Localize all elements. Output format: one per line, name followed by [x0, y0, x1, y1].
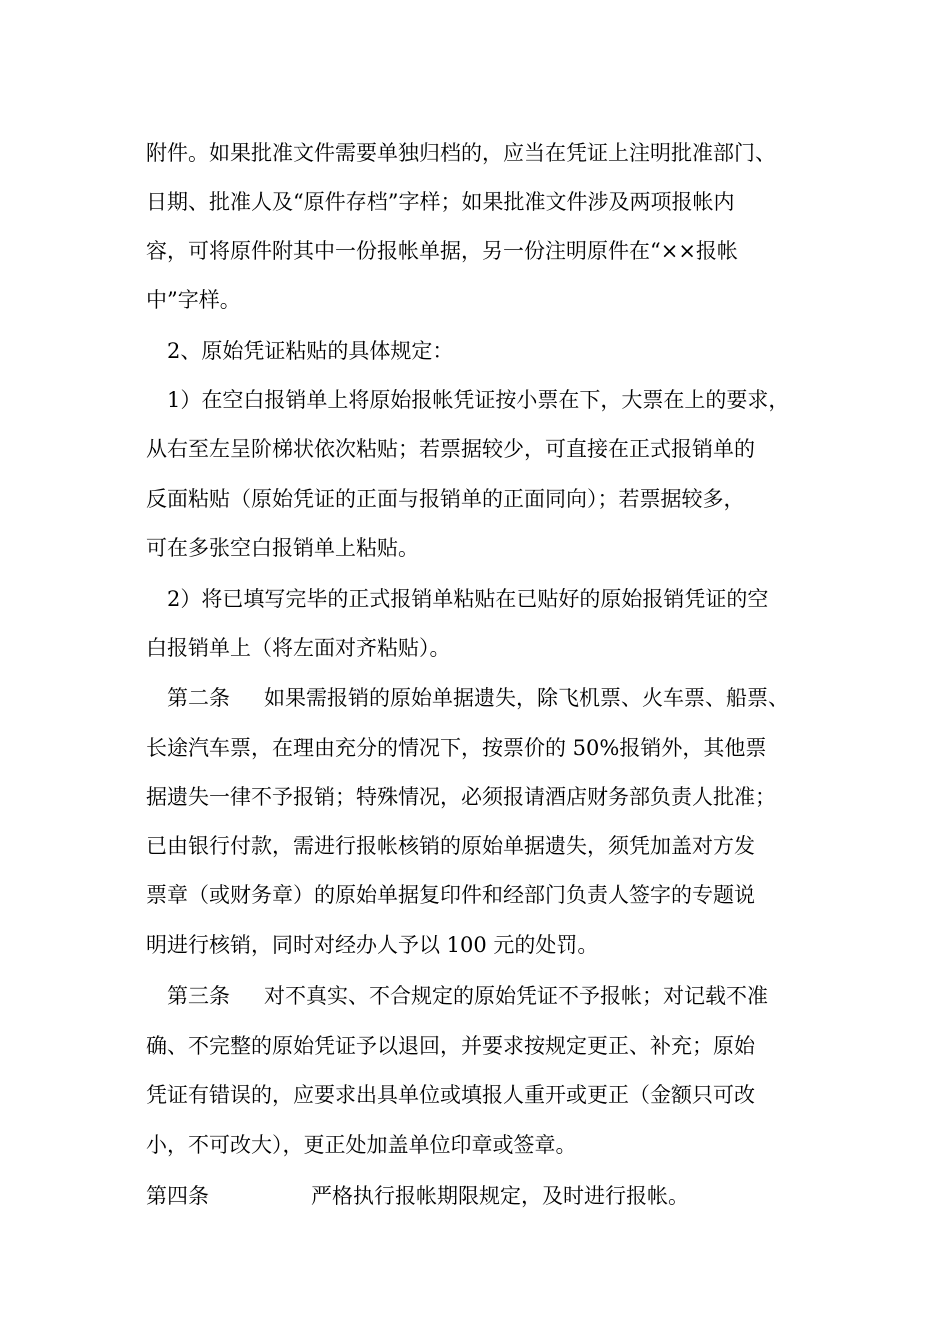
text-line: 已由银行付款，需进行报帐核销的原始单据遗失，须凭加盖对方发	[146, 834, 755, 858]
article-4-label: 第四条	[146, 1184, 209, 1208]
text-line: 长途汽车票，在理由充分的情况下，按票价的 50%报销外，其他票	[146, 736, 767, 760]
text-line: 2）将已填写完毕的正式报销单粘贴在已贴好的原始报销凭证的空	[167, 587, 769, 611]
text-line: 从右至左呈阶梯状依次粘贴；若票据较少，可直接在正式报销单的	[146, 437, 755, 461]
text-line: 小，不可改大），更正处加盖单位印章或签章。	[146, 1133, 577, 1157]
article-3-text: 对不真实、不合规定的原始凭证不予报帐；对记载不准	[264, 984, 768, 1008]
text-line: 中”字样。	[146, 288, 241, 312]
article-2-text: 如果需报销的原始单据遗失，除飞机票、火车票、船票、	[264, 686, 789, 710]
text-line: 确、不完整的原始凭证予以退回，并要求按规定更正、补充；原始	[146, 1034, 755, 1058]
text-line: 反面粘贴（原始凭证的正面与报销单的正面同向）；若票据较多，	[146, 487, 745, 511]
text-line: 1）在空白报销单上将原始报帐凭证按小票在下，大票在上的要求，	[167, 388, 790, 412]
text-line: 日期、批准人及“原件存档”字样；如果批准文件涉及两项报帐内	[146, 190, 735, 214]
text-line: 白报销单上（将左面对齐粘贴）。	[146, 636, 451, 660]
text-line: 凭证有错误的，应要求出具单位或填报人重开或更正（金额只可改	[146, 1083, 755, 1107]
section-heading: 2、原始凭证粘贴的具体规定：	[167, 339, 454, 363]
text-line: 可在多张空白报销单上粘贴。	[146, 536, 419, 560]
article-4-line	[146, 1183, 689, 1209]
text-line: 明进行核销，同时对经办人予以 100 元的处罚。	[146, 933, 599, 957]
article-4-text: 严格执行报帐期限规定，及时进行报帐。	[311, 1184, 689, 1208]
text-line: 据遗失一律不予报销；特殊情况，必须报请酒店财务部负责人批准；	[146, 785, 776, 809]
article-3-first-line	[167, 983, 768, 1009]
text-line: 票章（或财务章）的原始单据复印件和经部门负责人签字的专题说	[146, 883, 755, 907]
article-2-label: 第二条	[167, 686, 230, 710]
article-2-first-line	[167, 685, 789, 711]
text-line: 容，可将原件附其中一份报帐单据，另一份注明原件在“××报帐	[146, 239, 738, 263]
article-3-label: 第三条	[167, 984, 230, 1008]
text-line: 附件。如果批准文件需要单独归档的，应当在凭证上注明批准部门、	[146, 141, 776, 165]
